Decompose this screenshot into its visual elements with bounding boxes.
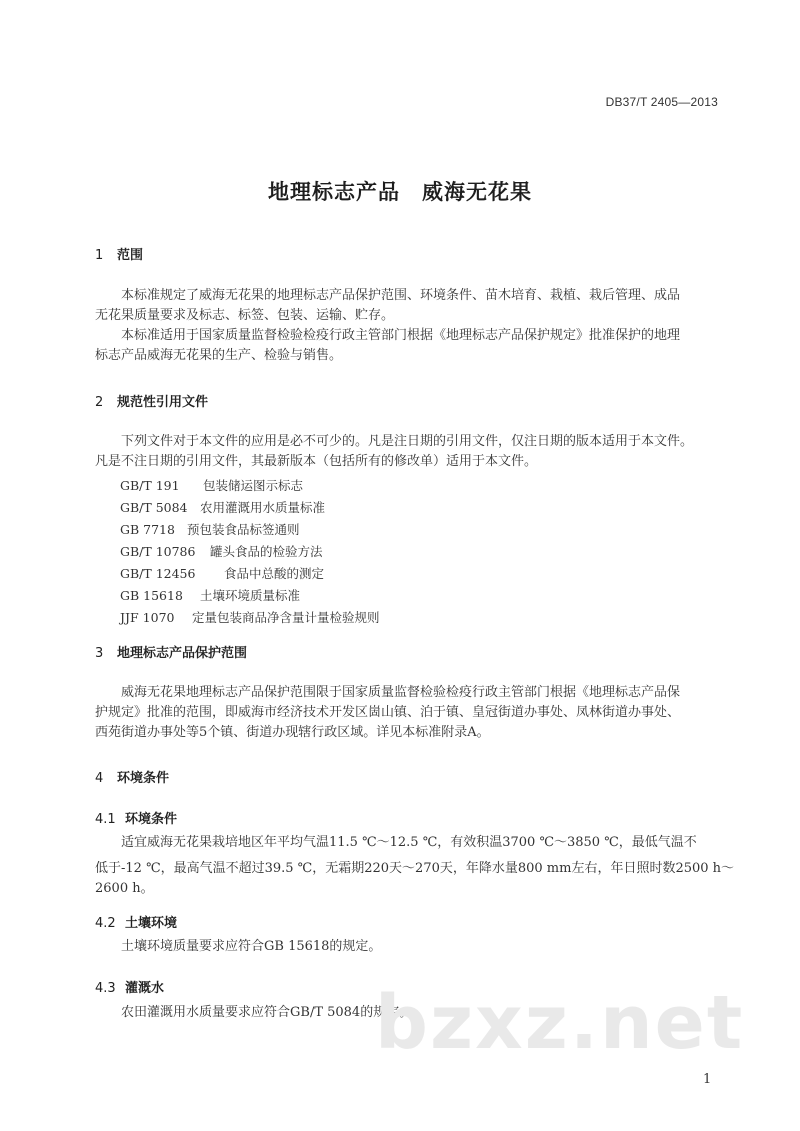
s3-para1-line3: 西苑街道办事处等5个镇、街道办现辖行政区域。详见本标准附录A。 bbox=[95, 725, 490, 740]
s1-para2-line1: 本标准适用于国家质量监督检验检疫行政主管部门根据《地理标志产品保护规定》批准保护的地理 bbox=[121, 328, 681, 343]
s43-para: 农田灌溉用水质量要求应符合GB/T 5084的规定。 bbox=[121, 1005, 413, 1020]
section-4-3-heading: 4.3 灌溉水 bbox=[95, 981, 165, 996]
s42-para: 土壤环境质量要求应符合GB 15618的规定。 bbox=[121, 939, 382, 954]
section-4-2-heading: 4.2 土壤环境 bbox=[95, 916, 178, 931]
s1-para1-line2: 无花果质量要求及标志、标签、包装、运输、贮存。 bbox=[95, 308, 395, 323]
section-1-heading: 1 范围 bbox=[95, 248, 144, 263]
document-title bbox=[0, 176, 800, 206]
section-2-heading: 2 规范性引用文件 bbox=[95, 395, 209, 410]
s2-para1-line2: 凡是不注日期的引用文件，其最新版本（包括所有的修改单）适用于本文件。 bbox=[95, 454, 538, 469]
s3-para1-line2: 护规定》批准的范围，即威海市经济技术开发区崮山镇、泊于镇、皇冠街道办事处、凤林街道办事处、 bbox=[95, 705, 681, 720]
s41-para-line1: 适宜威海无花果栽培地区年平均气温11.5 ℃～12.5 ℃，有效积温3700 ℃～3850 ℃，最低气温不 bbox=[121, 835, 697, 850]
reference-item: GB/T 10786 罐头食品的检验方法 bbox=[120, 544, 323, 559]
reference-item: GB/T 5084 农用灌溉用水质量标准 bbox=[120, 500, 326, 515]
page-number: 1 bbox=[703, 1072, 712, 1087]
reference-item: GB 15618 土壤环境质量标准 bbox=[120, 588, 301, 603]
s41-para-line3: 2600 h。 bbox=[95, 881, 154, 896]
title-part2: 威海无花果 bbox=[422, 180, 532, 204]
reference-item: GB 7718 预包装食品标签通则 bbox=[120, 522, 300, 537]
title-part1: 地理标志产品 bbox=[268, 180, 400, 204]
section-4-heading: 4 环境条件 bbox=[95, 771, 170, 786]
s41-para-line2: 低于-12 ℃，最高气温不超过39.5 ℃，无霜期220天～270天，年降水量800 mm左右，年日照时数2500 h～ bbox=[95, 861, 735, 876]
s3-para1-line1: 威海无花果地理标志产品保护范围限于国家质量监督检验检疫行政主管部门根据《地理标志产品保 bbox=[121, 685, 681, 700]
s2-para1-line1: 下列文件对于本文件的应用是必不可少的。凡是注日期的引用文件，仅注日期的版本适用于本文件。 bbox=[121, 434, 694, 449]
reference-item: JJF 1070 定量包装商品净含量计量检验规则 bbox=[120, 610, 380, 625]
section-4-1-heading: 4.1 环境条件 bbox=[95, 812, 178, 827]
watermark: bzxz.net bbox=[375, 980, 745, 1066]
standard-code: DB37/T 2405—2013 bbox=[605, 95, 718, 109]
s1-para2-line2: 标志产品威海无花果的生产、检验与销售。 bbox=[95, 348, 343, 363]
s1-para1-line1: 本标准规定了威海无花果的地理标志产品保护范围、环境条件、苗木培育、栽植、栽后管理、成品 bbox=[121, 288, 681, 303]
reference-item: GB/T 12456 食品中总酸的测定 bbox=[120, 566, 325, 581]
section-3-heading: 3 地理标志产品保护范围 bbox=[95, 646, 248, 661]
reference-item: GB/T 191 包装储运图示标志 bbox=[120, 478, 304, 493]
